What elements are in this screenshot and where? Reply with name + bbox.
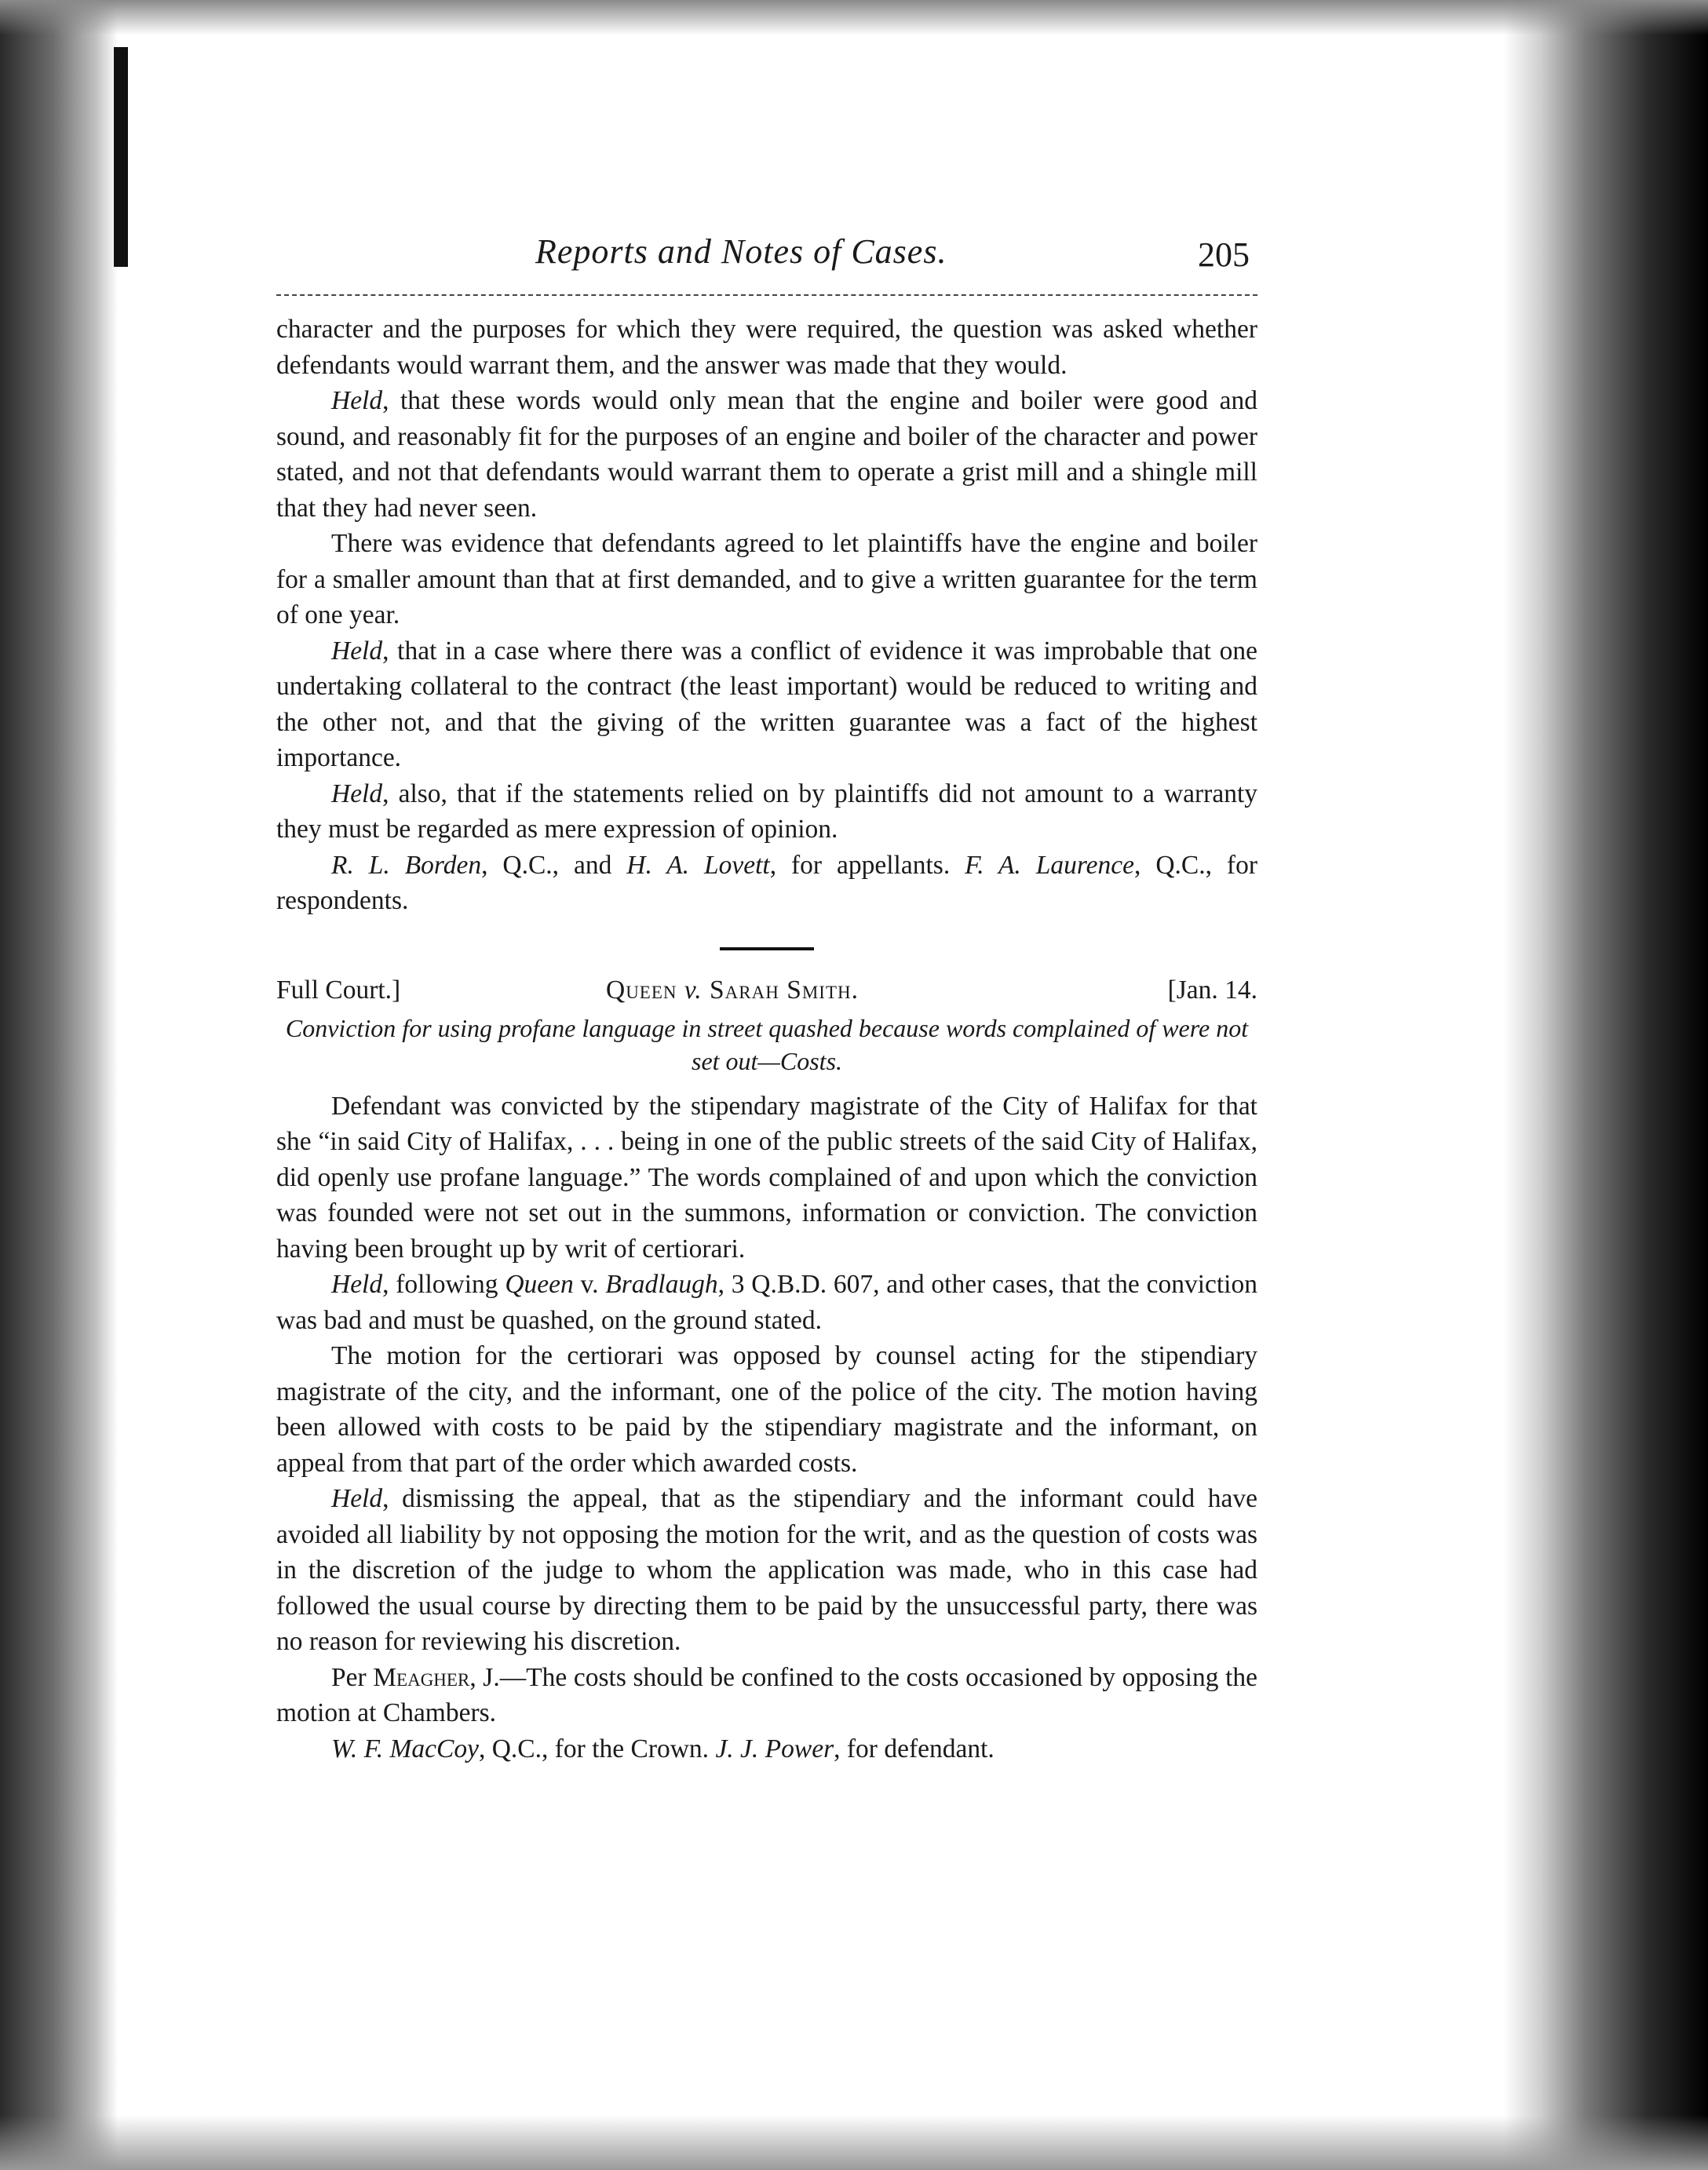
document-page — [276, 224, 1257, 1767]
paragraph — [276, 1267, 1257, 1338]
paragraph — [276, 776, 1257, 848]
text-run: , that these words would only mean that the engine and boiler were good and sound, and reasonably fit for the purposes of an engine and boiler of the character and power stated, and not that defendants would warrant them to operate a grist mill and a shingle mill that they had never seen. — [276, 386, 1257, 523]
text-run: , also, that if the statements relied on by plaintiffs did not amount to a warranty they must be regarded as mere expression of opinion. — [276, 779, 1257, 844]
paragraph — [276, 383, 1257, 526]
italic-run: Held — [331, 386, 383, 415]
scan-shadow-bottom — [0, 2115, 1708, 2170]
text-run: , Q.C., for the Crown. — [478, 1734, 716, 1763]
paragraph — [276, 1089, 1257, 1267]
italic-run: Held — [331, 636, 383, 666]
text-run: , dismissing the appeal, that as the stipendiary and the informant could have avoided all liability by not opposing the motion for the writ, and as the question of costs was in the discretion of the judge to whom the application was made, who in this case had followed the usual course by directing them to be paid by the unsuccessful party, there was no reason for reviewing his discretion. — [276, 1484, 1257, 1656]
text-run: Meagher — [373, 1662, 470, 1692]
italic-run: Held — [331, 1484, 383, 1513]
text-run: , Q.C., for respondents. — [276, 850, 1257, 915]
italic-run: Held — [331, 1270, 383, 1299]
scan-shadow-left — [0, 0, 118, 2170]
second-case-section — [276, 1089, 1257, 1767]
paragraph — [276, 1338, 1257, 1481]
case-header — [276, 972, 1257, 1008]
case-separator-rule — [720, 947, 814, 950]
running-title: Reports and Notes of Cases. — [535, 232, 947, 271]
text-run: , that in a case where there was a conflict of evidence it was improbable that one undertaking collateral to the contract (the least important) would be reduced to writing and the other not, and that the giving of the written guarantee was a fact of the highest importance. — [276, 636, 1257, 772]
text-run: , for defendant. — [834, 1734, 995, 1763]
text-run: , for appellants. — [769, 850, 965, 880]
italic-run: R. L. Borden — [331, 850, 482, 880]
paragraph — [276, 526, 1257, 633]
paragraph — [276, 848, 1257, 919]
paragraph — [276, 633, 1257, 776]
italic-run: Queen — [505, 1270, 574, 1299]
italic-run: F. A. Laurence — [965, 850, 1135, 880]
italic-run: W. F. MacCoy — [331, 1734, 479, 1763]
paragraph — [276, 1731, 1257, 1767]
scan-shadow-right — [1504, 0, 1708, 2170]
first-case-section — [276, 312, 1257, 919]
text-run: Per — [331, 1662, 374, 1692]
paragraph — [276, 312, 1257, 383]
paragraph — [276, 1481, 1257, 1660]
page-number: 205 — [1198, 235, 1250, 274]
text-run: There was evidence that defendants agreed to let plaintiffs have the engine and boiler for a smaller amount than that at first demanded, and to give a written guarantee for the term of one year. — [276, 529, 1257, 629]
italic-run: Bradlaugh — [605, 1270, 718, 1299]
italic-run: H. A. Lovett — [626, 850, 770, 880]
case-court: Full Court.] — [276, 975, 401, 1005]
text-run: , following — [382, 1270, 505, 1299]
case-versus: v. — [684, 975, 703, 1005]
case-party-left: Queen — [606, 975, 677, 1005]
text-run: , J.—The costs should be confined to the costs occasioned by opposing the motion at Chambers. — [276, 1662, 1258, 1727]
text-run: Defendant was convicted by the stipendary magistrate of the City of Halifax for that she “in said City of Halifax, . . . being in one of the public streets of the said City of Halifax, did openly use profane language.” The words complained of and upon which the conviction was founded were not set out in the summons, information or conviction. The conviction having been brought up by writ of certiorari. — [276, 1091, 1257, 1264]
case-headnote: Conviction for using profane language in street quashed because words complained of were not set out—Costs. — [285, 1013, 1249, 1075]
text-run: , 3 Q.B.D. 607, and other cases, that the conviction was bad and must be quashed, on the ground stated. — [276, 1270, 1257, 1335]
header-rule — [276, 294, 1257, 296]
scan-binding-mark — [114, 47, 128, 267]
case-date: [Jan. 14. — [1167, 975, 1257, 1005]
text-run: v. — [573, 1270, 606, 1299]
scan-shadow-top — [0, 0, 1708, 35]
text-run: , Q.C., and — [481, 850, 627, 880]
body-text — [276, 312, 1257, 1767]
text-run: character and the purposes for which they were required, the question was asked whether defendants would warrant them, and the answer was made that they would. — [276, 315, 1257, 380]
paragraph — [276, 1660, 1257, 1731]
case-party-right: Sarah Smith. — [710, 975, 859, 1005]
italic-run: J. J. Power — [715, 1734, 834, 1763]
running-head — [276, 224, 1257, 286]
text-run: The motion for the certiorari was opposed by counsel acting for the stipendiary magistrate of the city, and the informant, one of the police of the city. The motion having been allowed with costs to be paid by the stipendiary magistrate and the informant, on appeal from that part of the order which awarded costs. — [276, 1341, 1257, 1478]
case-name — [606, 972, 859, 1008]
italic-run: Held — [331, 779, 383, 808]
